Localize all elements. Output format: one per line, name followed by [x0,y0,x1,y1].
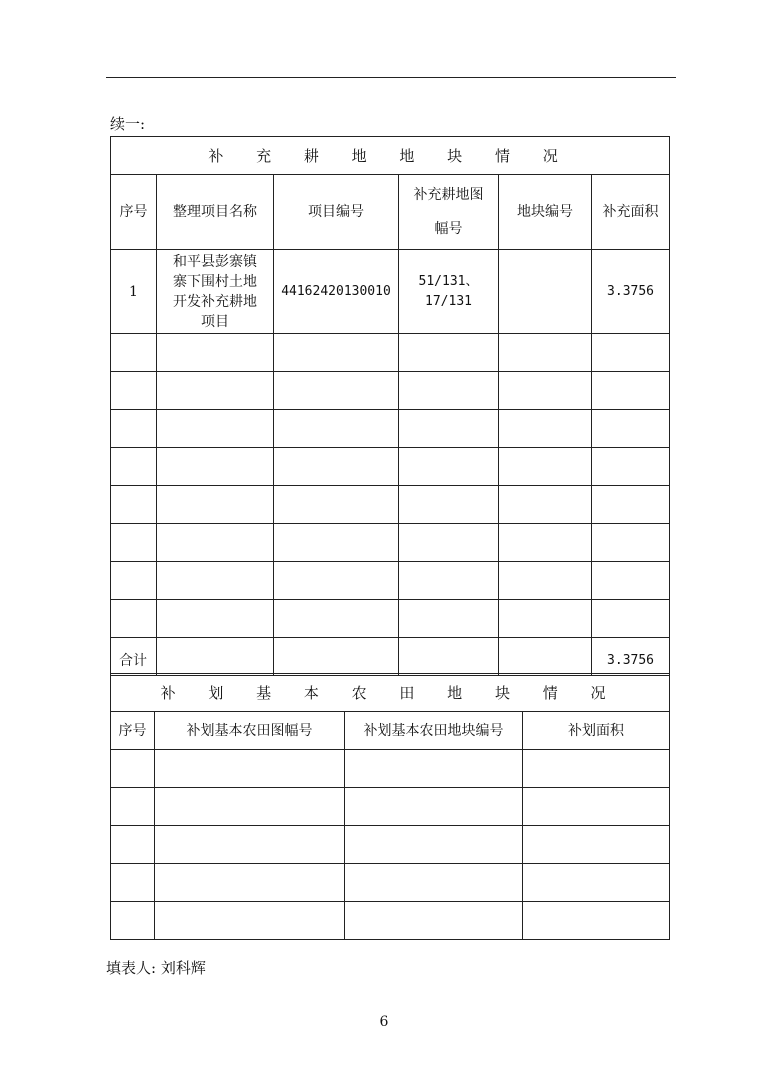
header-map-sheet-line2: 幅号 [434,221,463,237]
table-row [111,826,670,864]
basic-farmland-table [110,673,670,940]
total-row [111,638,670,676]
header-area: 补充面积 [592,175,670,250]
page-number: 6 [379,1014,389,1030]
total-area: 3.3756 [592,638,670,676]
table-row [111,372,670,410]
project-name-line: 项目 [201,313,229,330]
row-project-code: 44162420130010 [274,250,399,334]
table-row [111,562,670,600]
table-title: 补 充 耕 地 地 块 情 况 [111,137,670,175]
header-area: 补划面积 [523,712,670,750]
continuation-label: 续一: [110,115,146,133]
total-label: 合计 [111,638,157,676]
table-row [111,524,670,562]
row-seq: 1 [111,250,157,334]
project-name-line: 开发补充耕地 [173,293,257,310]
header-rule [106,77,676,78]
header-map-sheet-line1: 补充耕地图 [413,187,484,203]
table-row [111,902,670,940]
header-map-sheet: 补划基本农田图幅号 [155,712,345,750]
header-project-name: 整理项目名称 [157,175,274,250]
table-row [111,600,670,638]
table-row [111,334,670,372]
map-sheet-line2: 17/131 [425,293,472,309]
map-sheet-line1: 51/131、 [418,273,479,289]
header-plot-code: 地块编号 [499,175,592,250]
row-project-name [157,250,274,334]
table-row [111,864,670,902]
header-project-code: 项目编号 [274,175,399,250]
table-row [111,250,670,334]
table-row [111,486,670,524]
form-filler: 填表人: 刘科辉 [106,959,206,977]
header-plot-code: 补划基本农田地块编号 [345,712,523,750]
row-plot-code [499,250,592,334]
row-area: 3.3756 [592,250,670,334]
table-title: 补 划 基 本 农 田 地 块 情 况 [111,674,670,712]
header-map-sheet [399,175,499,250]
header-seq: 序号 [111,712,155,750]
table-row [111,750,670,788]
project-name-line: 寨下围村土地 [173,273,257,290]
row-map-sheet [399,250,499,334]
header-seq: 序号 [111,175,157,250]
project-name-line: 和平县彭寨镇 [173,253,257,270]
table-row [111,448,670,486]
supplement-farmland-table [110,136,670,676]
table-row [111,788,670,826]
table-row [111,410,670,448]
